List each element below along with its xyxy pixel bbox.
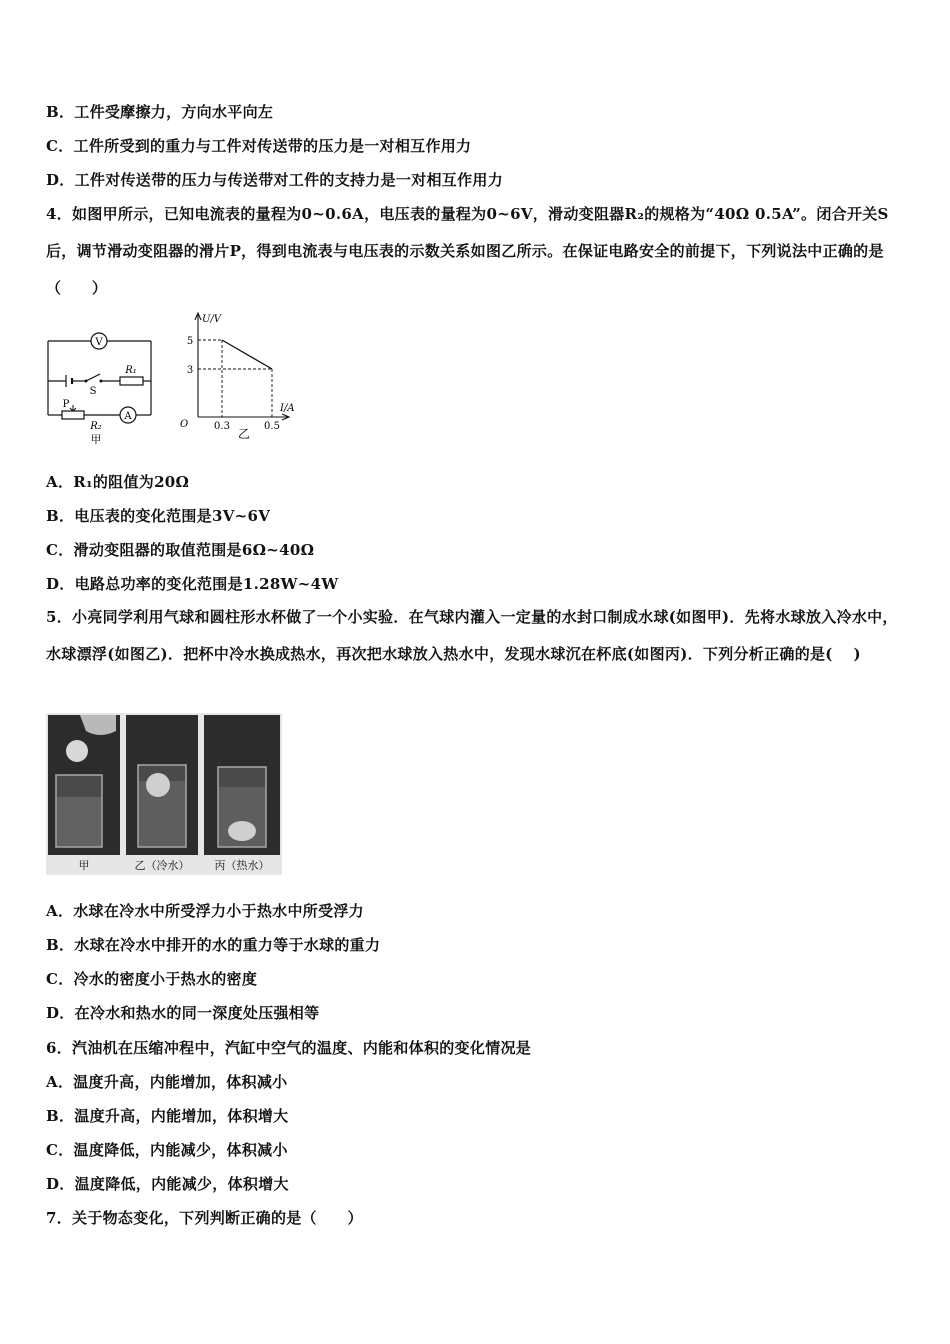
y-tick-3: 3	[186, 365, 194, 376]
photo-caption-jia: 甲	[78, 859, 90, 872]
slider-arrow-icon	[70, 405, 76, 411]
y-tick-5: 5	[186, 336, 194, 347]
resistor-r1-label: R₁	[125, 365, 137, 376]
switch-contact-left	[85, 380, 88, 383]
photo-caption-yi: 乙（冷水）	[134, 859, 190, 872]
q4-ui-graph	[176, 307, 306, 442]
ui-graph-line	[222, 340, 272, 369]
x-axis-label: I/A	[280, 403, 295, 414]
q4-option-a: A．R₁的阻值为20Ω	[46, 473, 190, 491]
y-axis-label: U/V	[202, 314, 222, 325]
q5-option-d: D．在冷水和热水的同一深度处压强相等	[46, 1004, 320, 1022]
q7-stem: 7．关于物态变化，下列判断正确的是（ ）	[46, 1209, 363, 1227]
resistor-r2-label: R₂	[90, 421, 102, 432]
q5-option-c: C．冷水的密度小于热水的密度	[46, 970, 258, 988]
x-tick-0.3: 0.3	[214, 421, 230, 432]
circuit-caption: 甲	[90, 433, 102, 446]
q3-option-c: C．工件所受到的重力与工件对传送带的压力是一对相互作用力	[46, 137, 472, 155]
photo-caption-bing: 丙（热水）	[214, 859, 270, 872]
battery-icon	[66, 375, 72, 387]
rheostat-r2	[62, 411, 84, 419]
q4-option-c: C．滑动变阻器的取值范围是6Ω~40Ω	[46, 541, 315, 559]
water-ball-floating	[146, 773, 170, 797]
graph-caption: 乙	[237, 427, 251, 441]
voltmeter-label: V	[95, 337, 103, 348]
q3-option-b: B．工件受摩擦力，方向水平向左	[46, 103, 274, 121]
q6-option-b: B．温度升高，内能增加，体积增大	[46, 1107, 289, 1125]
q6-option-a: A．温度升高，内能增加，体积减小	[46, 1073, 288, 1091]
q4-option-d: D．电路总功率的变化范围是1.28W~4W	[46, 575, 339, 593]
q5-water-ball-photo	[46, 713, 282, 875]
q4-circuit-diagram	[40, 325, 160, 447]
switch-contact-right	[100, 380, 103, 383]
x-tick-0.5: 0.5	[264, 421, 280, 432]
q3-option-d: D．工件对传送带的压力与传送带对工件的支持力是一对相互作用力	[46, 171, 504, 189]
water-ball-hanging	[66, 740, 88, 762]
q4-option-b: B．电压表的变化范围是3V~6V	[46, 507, 271, 525]
ammeter-label: A	[124, 411, 132, 422]
q6-option-d: D．温度降低，内能减少，体积增大	[46, 1175, 289, 1193]
switch-label: S	[89, 386, 97, 397]
q5-stem: 5．小亮同学利用气球和圆柱形水杯做了一个小实验．在气球内灌入一定量的水封口制成水球(如图甲)．先将水球放入冷水中，水球漂浮(如图乙)．把杯中冷水换成热水，再次把水球放入热水中，发现水球沉在杯底(如图丙)．下列分析正确的是( )	[46, 608, 898, 663]
q6-option-c: C．温度降低，内能减少，体积减小	[46, 1141, 288, 1159]
water-ball-sunk	[228, 821, 256, 841]
q5-option-b: B．水球在冷水中排开的水的重力等于水球的重力	[46, 936, 381, 954]
q6-stem: 6．汽油机在压缩冲程中，汽缸中空气的温度、内能和体积的变化情况是	[46, 1039, 532, 1057]
q5-option-a: A．水球在冷水中所受浮力小于热水中所受浮力	[46, 902, 364, 920]
resistor-r1	[120, 377, 143, 385]
q4-stem: 4．如图甲所示，已知电流表的量程为0~0.6A，电压表的量程为0~6V，滑动变阻器R₂的规格为“40Ω 0.5A”。闭合开关S后，调节滑动变阻器的滑片P，得到电流表与电压表的示数关系如图乙所示。在保证电路安全的前提下，下列说法中正确的是（ ）	[46, 205, 889, 297]
slider-label: P	[62, 399, 70, 410]
origin-label: O	[180, 419, 189, 430]
